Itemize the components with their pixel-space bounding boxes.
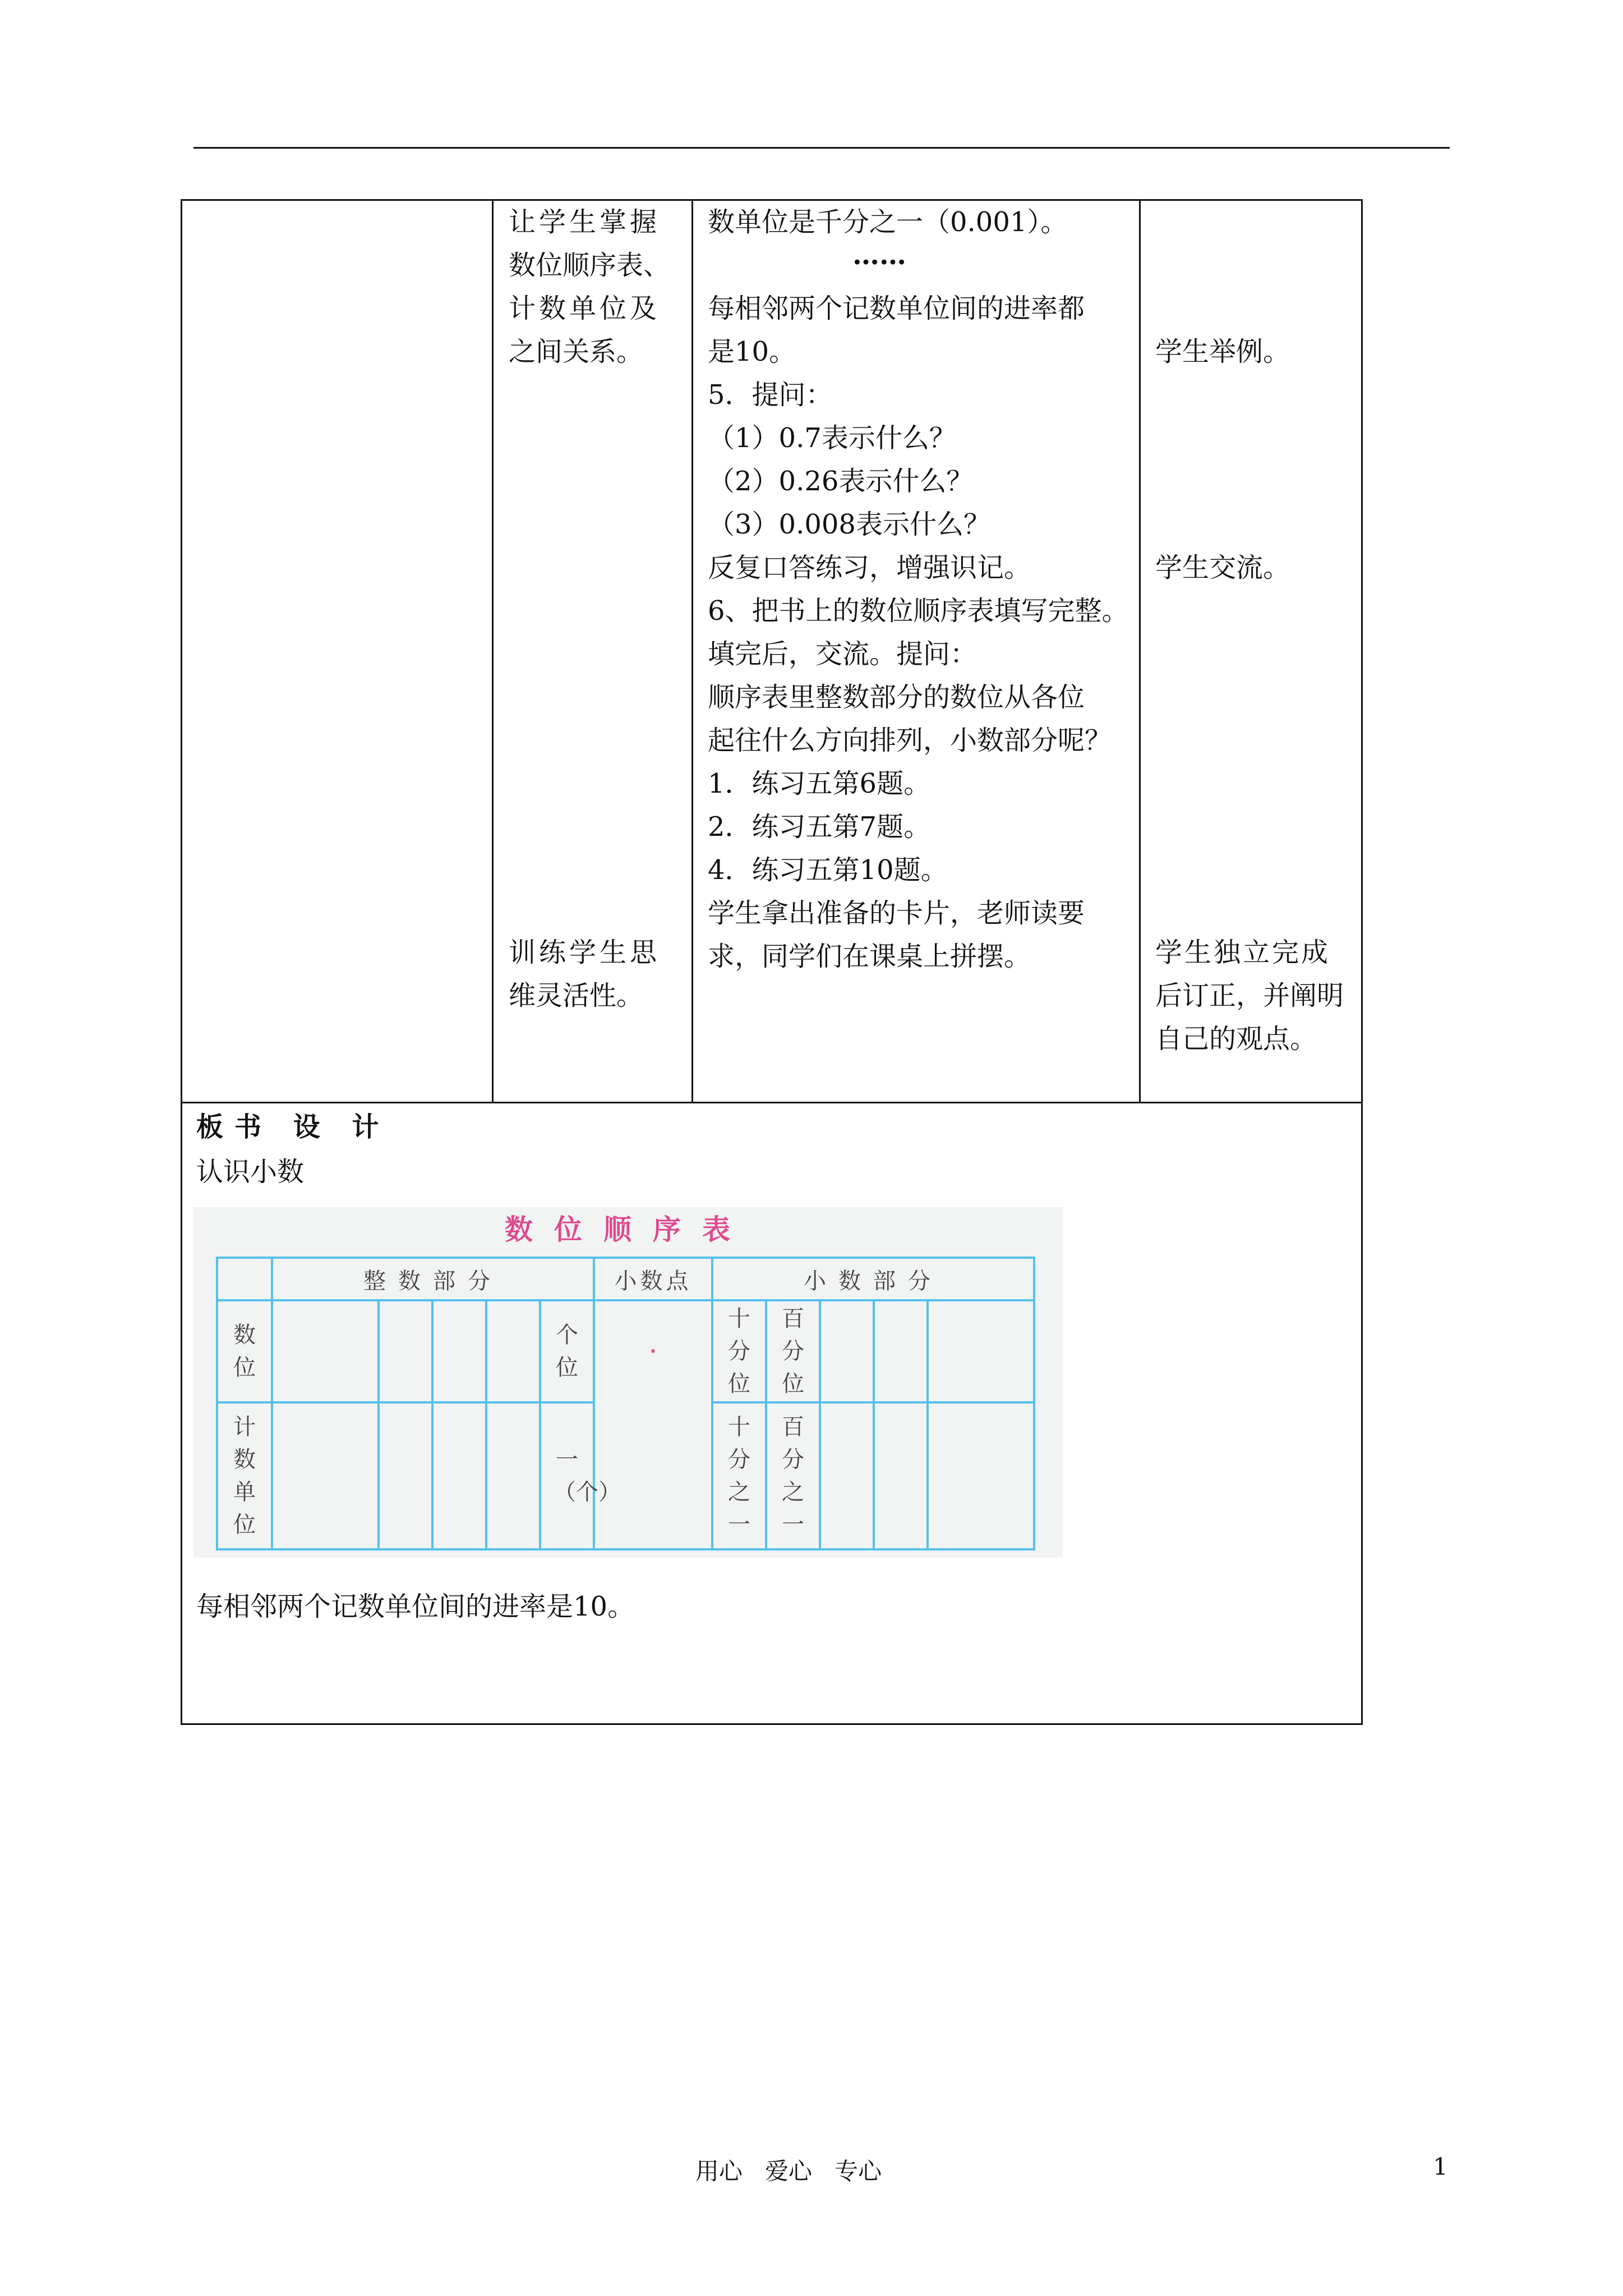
decimal-point-mark: · (594, 1300, 712, 1549)
process-line: 1．练习五第6题。 (708, 768, 931, 799)
decimal-part-header: 小数部分 (712, 1258, 1034, 1300)
process-line: 每相邻两个记数单位间的进率都 (708, 293, 1085, 324)
table-right-border (1361, 199, 1363, 1725)
digit-order-table-figure (193, 1207, 1063, 1558)
blank-cell (928, 1402, 1034, 1549)
goal-line: 之间关系。 (509, 336, 644, 367)
blank-cell (874, 1402, 928, 1549)
blank-cell (432, 1300, 486, 1402)
process-ellipsis: …… (852, 240, 906, 271)
process-line: 5．提问： (708, 379, 833, 411)
tenths-unit-cell: 十分之一 (712, 1402, 766, 1549)
footer-motto: 用心 爱心 专心 (695, 2157, 882, 2185)
corner-cell (217, 1258, 272, 1300)
ones-place-cell: 个位 (540, 1300, 594, 1402)
process-line: 求，同学们在课桌上拼摆。 (708, 941, 1031, 972)
process-line: 填完后，交流。提问： (708, 638, 978, 670)
digit-order-table (216, 1257, 1035, 1550)
table-left-border (181, 199, 182, 1725)
student-activity: 学生独立完成 (1155, 937, 1331, 968)
student-activity: 学生交流。 (1155, 552, 1290, 583)
blank-cell (928, 1300, 1034, 1402)
process-line: 数单位是千分之一（0.001）。 (708, 206, 1068, 238)
ones-unit-cell: 一（个） (540, 1402, 594, 1549)
process-line: （3）0.008表示什么？ (708, 509, 990, 540)
student-activity: 自己的观点。 (1155, 1023, 1317, 1055)
blank-cell (820, 1300, 874, 1402)
col-divider-3 (1139, 199, 1141, 1103)
board-design-title: 板书 设 计 (196, 1111, 390, 1143)
blank-cell (432, 1402, 486, 1549)
goal-line: 让学生掌握 (509, 206, 661, 238)
process-line: 起往什么方向排列，小数部分呢？ (708, 725, 1112, 756)
board-design-note: 每相邻两个记数单位间的进率是10。 (196, 1591, 635, 1622)
table-bottom-border (181, 1723, 1363, 1725)
digit-table-title: 数位顺序表 (505, 1213, 751, 1246)
hundredths-unit-cell: 百分之一 (766, 1402, 820, 1549)
hundredths-place-cell: 百分位 (766, 1300, 820, 1402)
student-activity: 学生举例。 (1155, 336, 1290, 367)
process-line: （1）0.7表示什么？ (708, 422, 956, 454)
row-label-unit: 计数单位 (217, 1402, 272, 1549)
decimal-point-header: 小数点 (594, 1258, 712, 1300)
goal-line: 计数单位及 (509, 293, 661, 324)
blank-cell (486, 1402, 540, 1549)
col-divider-2 (691, 199, 693, 1103)
tenths-place-cell: 十分位 (712, 1300, 766, 1402)
blank-cell (486, 1300, 540, 1402)
blank-cell (874, 1300, 928, 1402)
process-line: 顺序表里整数部分的数位从各位 (708, 682, 1085, 713)
process-line: 是10。 (708, 336, 796, 367)
blank-cell (379, 1402, 432, 1549)
student-activity: 后订正，并阐明 (1155, 980, 1344, 1011)
process-line: 6、把书上的数位顺序表填写完整。 (708, 595, 1129, 627)
process-line: 4．练习五第10题。 (708, 854, 948, 886)
goal-line: 训练学生思 (509, 937, 661, 968)
process-line: （2）0.26表示什么？ (708, 466, 974, 497)
blank-cell (272, 1300, 379, 1402)
page-number: 1 (1433, 2153, 1448, 2180)
header-rule (193, 147, 1450, 149)
col-divider-1 (492, 199, 494, 1103)
blank-cell (272, 1402, 379, 1549)
goal-line: 数位顺序表、 (509, 250, 671, 281)
board-design-subtitle: 认识小数 (196, 1156, 305, 1188)
process-line: 学生拿出准备的卡片，老师读要 (708, 898, 1085, 929)
table-row-divider (181, 1102, 1363, 1103)
process-line: 反复口答练习，增强识记。 (708, 552, 1031, 583)
row-label-place: 数位 (217, 1300, 272, 1402)
integer-part-header: 整数部分 (272, 1258, 594, 1300)
goal-line: 维灵活性。 (509, 980, 644, 1011)
blank-cell (379, 1300, 432, 1402)
process-line: 2．练习五第7题。 (708, 811, 931, 843)
blank-cell (820, 1402, 874, 1549)
